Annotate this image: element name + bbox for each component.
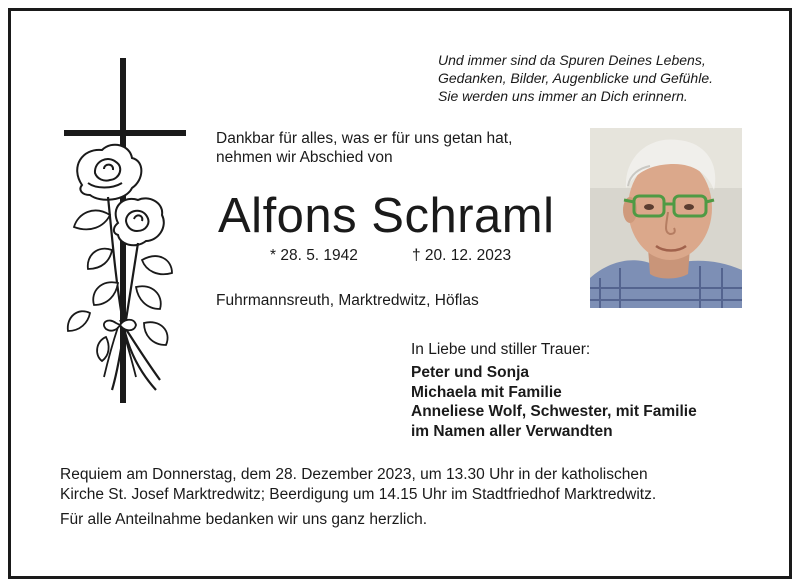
requiem-line: Kirche St. Josef Marktredwitz; Beerdigung um 14.15 Uhr im Stadtfriedhof Marktredwitz. [60,486,657,503]
poem-line: Sie werden uns immer an Dich erinnern. [438,88,688,104]
portrait-illustration [590,128,742,308]
mourner-entry: Peter und Sonja [411,364,529,381]
poem-line: Gedanken, Bilder, Augenblicke und Gefühle. [438,70,714,86]
mourners-list [411,363,697,441]
portrait-photo [590,128,742,308]
poem-line: Und immer sind da Spuren Deines Lebens, [438,52,706,68]
intro-text [216,129,512,167]
thanks-text: Für alle Anteilnahme bedanken wir uns ganz herzlich. [60,511,428,528]
cross-with-roses-icon [60,55,190,405]
requiem-line: Requiem am Donnerstag, dem 28. Dezember 2023, um 13.30 Uhr in der katholischen [60,466,648,483]
mourner-entry: Anneliese Wolf, Schwester, mit Familie [411,403,697,420]
deceased-name: Alfons Schraml [218,189,555,243]
mourner-entry: im Namen aller Verwandten [411,422,613,440]
poem [438,51,713,105]
requiem-text [60,465,656,505]
places-of-residence: Fuhrmannsreuth, Marktredwitz, Höflas [216,292,479,309]
birth-date: * 28. 5. 1942 [270,247,358,264]
death-date: † 20. 12. 2023 [412,247,512,264]
intro-line: Dankbar für alles, was er für uns getan hat, [216,130,513,147]
mourners-heading: In Liebe und stiller Trauer: [411,341,591,358]
intro-line: nehmen wir Abschied von [216,149,393,166]
mourner-entry: Michaela mit Familie [411,383,562,401]
